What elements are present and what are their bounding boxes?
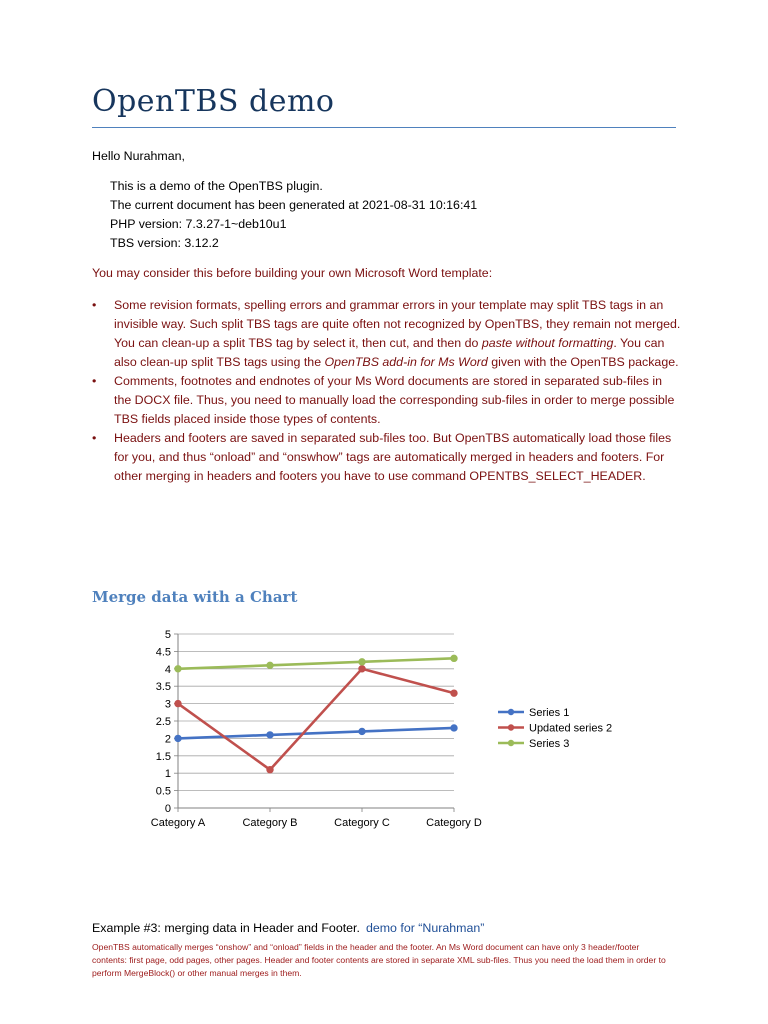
- y-tick-label: 0: [164, 803, 171, 815]
- series-line: [178, 658, 454, 668]
- footer-note: OpenTBS automatically merges “onshow” and “onload” fields in the header and the footer. An Ms Word document can have only 3 header/footer contents: first page, odd pages, other pages. Header and footer contents are stored in separate XML sub-files. Thus you need the load them in order to perform MergeBlock() or other manual merges in them.: [92, 942, 666, 978]
- data-point: [175, 700, 181, 706]
- y-tick-label: 3: [164, 698, 171, 711]
- x-tick-label: Category D: [426, 817, 482, 829]
- x-tick-label: Category C: [334, 817, 390, 829]
- bullet-text: given with the OpenTBS package.: [487, 355, 679, 369]
- tips-list: [92, 296, 682, 486]
- legend-marker: [508, 709, 514, 715]
- x-tick-label: Category A: [150, 817, 206, 829]
- data-point: [451, 725, 457, 731]
- bullet-italic: OpenTBS add-in for Ms Word: [324, 355, 488, 369]
- data-point: [267, 662, 273, 668]
- title-divider: [92, 127, 676, 128]
- chart-heading: Merge data with a Chart: [92, 588, 298, 606]
- greeting: Hello Nurahman,: [92, 149, 185, 163]
- data-point: [175, 735, 181, 741]
- bullet-text: Comments, footnotes and endnotes of your Ms Word documents are stored in separated sub-files in the DOCX file. Thus, you need to manually load the corresponding sub-files in order to merge possible TBS fields placed inside those types of contents.: [114, 374, 675, 426]
- consider-text: You may consider this before building your own Microsoft Word template:: [92, 266, 493, 280]
- legend-label: Series 3: [529, 738, 570, 750]
- y-tick-label: 2: [164, 733, 171, 746]
- x-tick-label: Category B: [242, 817, 298, 829]
- list-item: [92, 429, 682, 486]
- info-block: [110, 177, 477, 253]
- bullet-italic: paste without formatting: [481, 336, 614, 350]
- bullet-text: . You can also clean-up split TBS tags using the: [114, 336, 665, 369]
- legend-marker: [508, 740, 514, 746]
- legend-label: Series 1: [529, 707, 570, 719]
- y-tick-label: 1: [164, 768, 171, 781]
- info-line: The current document has been generated at 2021-08-31 10:16:41: [110, 198, 478, 212]
- data-point: [451, 655, 457, 661]
- data-point: [175, 666, 181, 672]
- bullet-icon: •: [92, 298, 97, 312]
- info-line: PHP version: 7.3.27-1~deb10u1: [110, 217, 287, 231]
- example-line: [92, 921, 484, 935]
- info-line: TBS version: 3.12.2: [110, 236, 219, 250]
- legend-marker: [508, 724, 514, 730]
- bullet-icon: •: [92, 431, 97, 445]
- bullet-text: Headers and footers are saved in separated sub-files too. But OpenTBS automatically load those files for you, and thus “onload” and “onswhow” tags are automatically merged in headers and footers. For other merging in headers and footers you have to use command OPENTBS_SELECT_HEADER.: [114, 431, 672, 483]
- line-chart: [120, 622, 640, 837]
- data-point: [267, 732, 273, 738]
- data-point: [451, 690, 457, 696]
- y-tick-label: 0.5: [155, 785, 171, 798]
- y-tick-label: 3.5: [155, 681, 171, 694]
- bullet-text: Some revision formats, spelling errors and grammar errors in your template may split TBS tags in an invisible way. Such split TBS tags are quite often not recognized by OpenTBS, they remain not merged. You can clean-up a split TBS tag by select it, then cut, and then do: [114, 298, 681, 350]
- data-point: [359, 728, 365, 734]
- data-point: [267, 767, 273, 773]
- y-tick-label: 5: [164, 629, 171, 641]
- page-title: OpenTBS demo: [92, 84, 335, 119]
- list-item: [92, 372, 682, 429]
- bullet-icon: •: [92, 374, 97, 388]
- data-point: [359, 659, 365, 665]
- y-tick-label: 4.5: [155, 646, 171, 659]
- y-tick-label: 2.5: [155, 716, 171, 728]
- legend-label: Updated series 2: [529, 722, 613, 735]
- example-label: Example #3: merging data in Header and Footer.: [92, 921, 360, 935]
- series-line: [178, 669, 454, 770]
- data-point: [359, 666, 365, 672]
- list-item: [92, 296, 682, 372]
- y-tick-label: 4: [164, 663, 171, 676]
- y-tick-label: 1.5: [155, 750, 171, 763]
- example-demo-text: demo for “Nurahman”: [365, 921, 485, 935]
- info-line: This is a demo of the OpenTBS plugin.: [110, 179, 323, 193]
